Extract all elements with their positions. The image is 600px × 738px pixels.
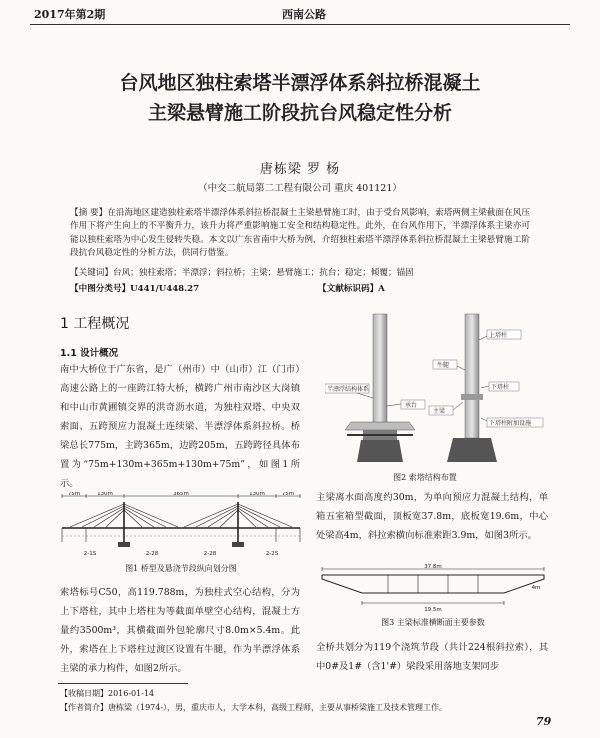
- fig1-dim-1: 75m: [67, 492, 81, 497]
- fig1-dim-5: 75m: [281, 492, 295, 497]
- body-paragraph: 索塔标号C50，高119.788m，为独柱式空心结构，分为上下塔柱，其中上塔柱为等截面单壁空心结构，混凝土方量约3500m³，其横截面外包轮廓尺寸8.0m×5.4m。此外，索塔在上下塔柱过渡区设置有牛腿，作为半漂浮体系主梁的承力构件，如图2所示。: [60, 587, 300, 674]
- journal-name: 西南公路: [282, 8, 326, 21]
- figure-1-bridge-elevation: [60, 492, 302, 558]
- fig1-dim-4: 130m: [249, 492, 265, 497]
- authors: 唐栋梁 罗 杨: [259, 162, 341, 177]
- figure-3-cross-section: [318, 563, 548, 613]
- fig1-dim-3: 365m: [173, 492, 189, 497]
- document-code: 【文献标识码】A: [318, 284, 385, 294]
- keywords: 【关键词】台风；独柱索塔；半漂浮；斜拉桥；主梁；悬臂施工；抗台；稳定；倾覆；锚固: [70, 268, 414, 278]
- fig2-label-bracket: 牛腿: [437, 362, 450, 369]
- fig1-label-1: 2-1S: [83, 551, 97, 557]
- paper-title-line2: 主梁悬臂施工阶段抗台风稳定性分析: [147, 102, 452, 124]
- section-heading: 1 工程概况: [60, 316, 130, 332]
- footnote-received: 【收稿日期】2016-01-14: [60, 689, 155, 698]
- abstract: 【摘 要】在沿海地区建造独柱索塔半漂浮体系斜拉桥混凝土主梁悬臂施工时，由于受台风影响，索塔两侧主梁截面在风压作用下将产生向上的不平衡升力，该升力将严重影响施工安全和结构稳定性。此外，在台风作用下，半漂浮体系主梁亦可能以独柱索塔为中心发生侵转失稳。本文以广东省南中大桥为例，介绍独柱索塔半漂浮体系斜拉桥混凝土主梁悬臂施工阶段抗台风稳定性的分析方法，供同行借鉴。: [70, 208, 530, 259]
- fig2-label-pile: 下塔柱附加设施: [489, 420, 532, 427]
- body-paragraph: 全桥共划分为119个浇筑节段（共计224根斜拉索），其中0#及1#（含1'#）梁段采用落地支架同步: [316, 642, 548, 672]
- fig1-label-3: 2-28: [203, 551, 217, 557]
- fig2-label-tower: 上塔柱: [489, 332, 508, 339]
- page-number: 79: [536, 715, 552, 728]
- body-paragraph: 南中大桥位于广东省，是广（州市）中（山市）江（门市）高速公路上的一座跨江特大桥，横跨广州市南沙区大岗镇和中山市黄圃镇交界的洪奇沥水道，为独柱双塔、中央双索面、五跨预应力混凝土连续梁、半漂浮体系斜拉桥。桥梁总长775m，主跨365m，边跨205m，五跨跨径具体布置为“75m+130m+365m+130m+75m”，如图1所示。: [60, 364, 300, 489]
- fig2-label-hoop: 半漂浮结构体系: [327, 386, 370, 393]
- footnote-rule: [58, 683, 188, 684]
- fig3-dim-bottom: 19.5m: [424, 607, 442, 613]
- footnote-author: 【作者简介】唐栋梁（1974-），男，重庆市人，大学本科，高级工程师，主要从事桥梁施工及技术管理工作。: [60, 703, 448, 712]
- classification-number: 【中图分类号】U441/U448.27: [70, 284, 200, 294]
- figure-2-caption: 图2 索塔结构布置: [393, 473, 457, 482]
- fig3-dim-height: 4m: [531, 585, 541, 591]
- figure-2-tower-structure: [325, 310, 545, 470]
- fig1-label-4: 2-2S: [265, 551, 279, 557]
- body-paragraph: 主梁离水面高度约30m，为单向预应力混凝土结构，单箱五室箱型截面，顶板宽37.8m，底板宽19.6m，中心处梁高4m，斜拉索横向标准索距3.9m，如图3所示。: [316, 492, 548, 541]
- affiliation: （中交二航局第二工程有限公司 重庆 401121）: [198, 183, 402, 194]
- journal-issue: 2017年第2期: [34, 8, 106, 21]
- fig1-label-2: 2-28: [145, 551, 159, 557]
- figure-3-caption: 图3 主梁标准横断面主要参数: [381, 618, 485, 627]
- fig3-dim-top: 37.8m: [424, 564, 442, 570]
- paper-title-line1: 台风地区独柱索塔半漂浮体系斜拉桥混凝土: [119, 72, 481, 94]
- fig2-label-pier: 承台: [405, 402, 418, 409]
- fig2-label-beam: 主梁: [433, 408, 446, 415]
- subsection-heading: 1.1 设计概况: [60, 348, 119, 359]
- fig1-dim-2: 130m: [97, 492, 113, 497]
- fig2-label-lower: 下塔柱: [491, 384, 510, 391]
- header-rule: [30, 24, 570, 25]
- figure-1-caption: 图1 桥型及悬浇节段纵向划分图: [125, 564, 237, 573]
